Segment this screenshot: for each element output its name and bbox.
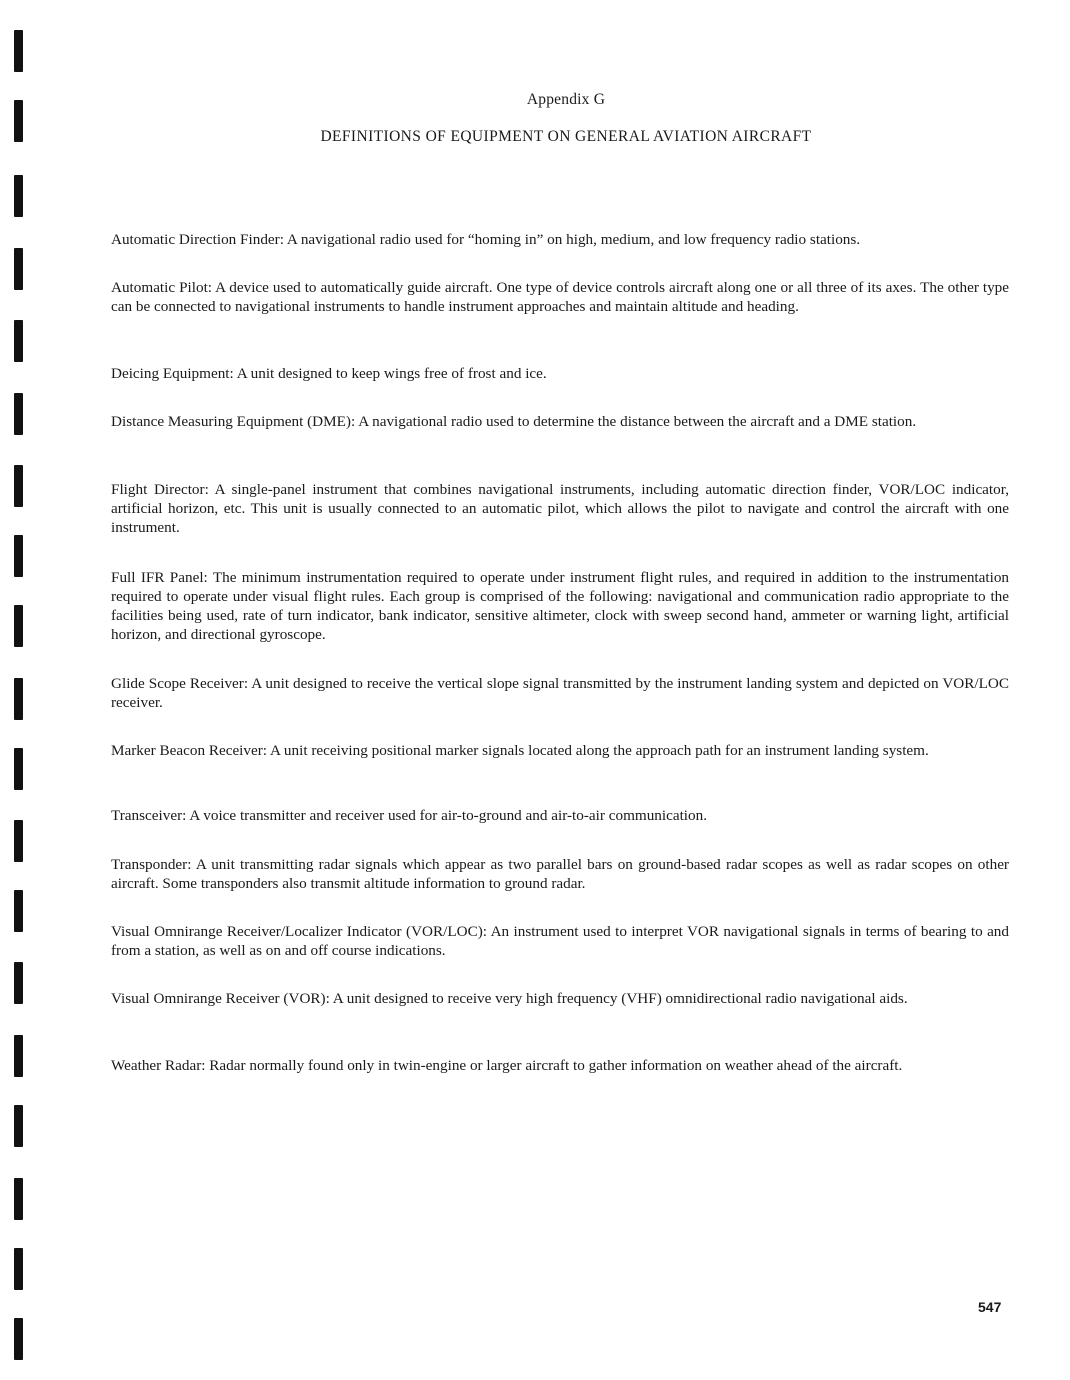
definition-term: Visual Omnirange Receiver/Localizer Indicator (VOR/LOC): [111,923,488,940]
definition-item [111,480,1009,537]
binding-hole-mark [14,605,23,647]
definition-term: Weather Radar: [111,1057,206,1074]
definition-term: Deicing Equipment: [111,365,234,382]
binding-hole-mark [14,1178,23,1220]
definition-item [111,568,1009,644]
binding-hole-mark [14,465,23,507]
definition-text: A navigational radio used to determine the distance between the aircraft and a DME station. [358,413,917,430]
binding-hole-mark [14,890,23,932]
definition-term: Distance Measuring Equipment (DME): [111,413,356,430]
definition-term: Glide Scope Receiver: [111,675,249,692]
binding-hole-mark [14,30,23,72]
definition-item [111,230,1009,249]
definition-text: Radar normally found only in twin-engine or larger aircraft to gather information on weather ahead of the aircraft. [209,1057,903,1074]
definition-item [111,922,1009,960]
definition-item [111,855,1009,893]
definition-text: A device used to automatically guide aircraft. One type of device controls aircraft along one or all three of its axes. The other type can be connected to navigational instruments to handle instrument approaches and maintain altitude and heading. [111,279,1010,315]
binding-hole-mark [14,393,23,435]
appendix-label: Appendix G [526,91,606,108]
binding-hole-mark [14,962,23,1004]
definition-term: Flight Director: [111,481,209,498]
binding-hole-mark [14,320,23,362]
binding-hole-mark [14,1105,23,1147]
definition-item [111,278,1009,316]
definition-item [111,674,1009,712]
definition-text: A unit designed to receive very high frequency (VHF) omnidirectional radio navigational aids. [332,990,908,1007]
definition-text: A unit designed to receive the vertical slope signal transmitted by the instrument landing system and depicted on VOR/LOC receiver. [111,675,1010,711]
page-number: 547 [978,1299,1002,1315]
definition-text: A single-panel instrument that combines navigational instruments, including automatic direction finder, VOR/LOC indicator, artificial horizon, etc. This unit is usually connected to an automatic pilot, which allows the pilot to navigate and control the aircraft with one instrument. [111,481,1009,536]
binding-hole-mark [14,248,23,290]
definition-item [111,364,1009,383]
definition-term: Visual Omnirange Receiver (VOR): [111,990,330,1007]
definition-item [111,741,1009,760]
binding-hole-mark [14,678,23,720]
binding-hole-mark [14,535,23,577]
definition-text: A navigational radio used for “homing in” on high, medium, and low frequency radio stations. [286,231,861,248]
definition-term: Automatic Direction Finder: [111,231,284,248]
binding-holes [14,0,34,1380]
page-title: DEFINITIONS OF EQUIPMENT ON GENERAL AVIATION AIRCRAFT [320,128,812,145]
definition-item [111,412,1009,431]
binding-hole-mark [14,1318,23,1360]
definition-term: Transceiver: [111,807,187,824]
binding-hole-mark [14,820,23,862]
definition-item [111,989,1009,1008]
definition-item [111,806,1009,825]
definition-term: Marker Beacon Receiver: [111,742,268,759]
definition-term: Transponder: [111,856,192,873]
binding-hole-mark [14,1035,23,1077]
definition-text: A voice transmitter and receiver used for air-to-ground and air-to-air communication. [189,807,708,824]
binding-hole-mark [14,748,23,790]
binding-hole-mark [14,175,23,217]
definition-text: A unit transmitting radar signals which appear as two parallel bars on ground-based radar scopes as well as radar scopes on other aircraft. Some transponders also transmit altitude information to ground radar. [111,856,1009,892]
definition-text: A unit receiving positional marker signals located along the approach path for an instrument landing system. [269,742,929,759]
definition-term: Full IFR Panel: [111,569,208,586]
definition-text: An instrument used to interpret VOR navigational signals in terms of bearing to and from a station, as well as on and off course indications. [111,923,1009,959]
definition-text: The minimum instrumentation required to operate under instrument flight rules, and required in addition to the instrumentation required to operate under visual flight rules. Each group is comprised of the following: navigational and communication radio appropriate to the facilities being used, rate of turn indicator, bank indicator, sensitive altimeter, clock with sweep second hand, ammeter or warning light, artificial horizon, and directional gyroscope. [111,569,1010,643]
definition-item [111,1056,1009,1075]
binding-hole-mark [14,1248,23,1290]
definition-term: Automatic Pilot: [111,279,213,296]
definition-text: A unit designed to keep wings free of frost and ice. [236,365,547,382]
